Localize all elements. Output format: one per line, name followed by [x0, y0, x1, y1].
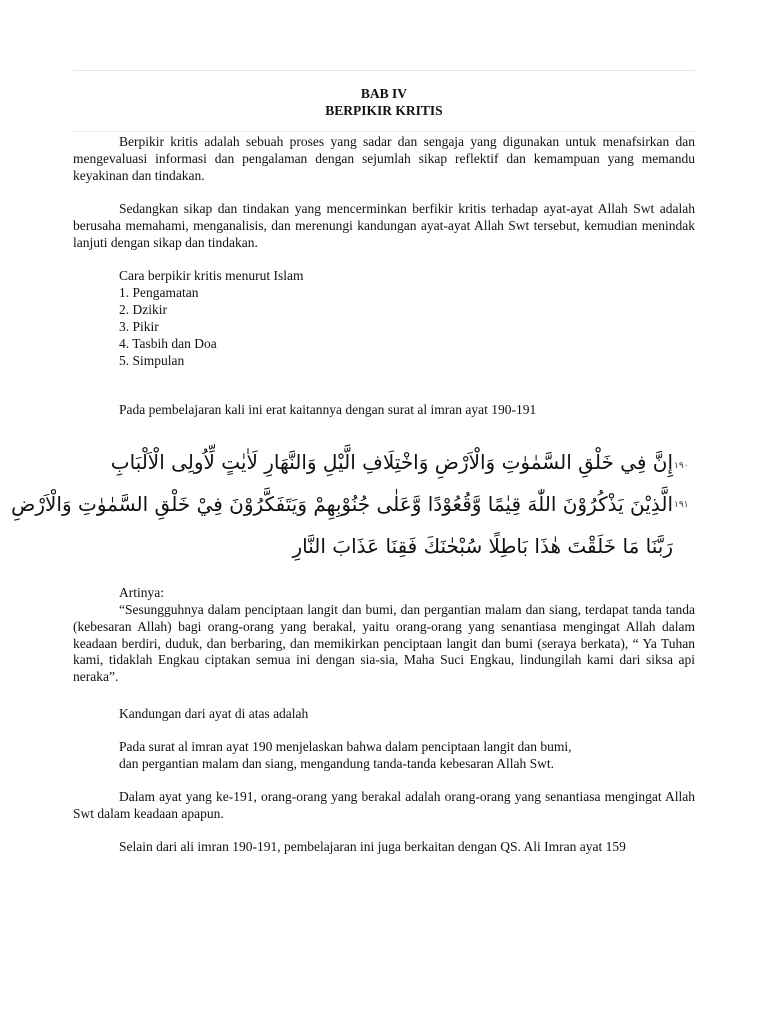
intro-text: Berpikir kritis adalah sebuah proses yang sadar dan sengaja yang digunakan untuk menafsirkan dan mengevaluasi informasi dan pengalaman dengan sejumlah sikap reflektif dan kemampuan yang memandu keyakinan dan tindakan. [73, 134, 695, 183]
list-item: 3. Pikir [119, 319, 159, 334]
verse-number-190: ١٩٠ [674, 461, 689, 471]
title-divider [73, 131, 695, 132]
content-heading: Kandungan dari ayat di atas adalah [119, 706, 309, 721]
attitude-paragraph [73, 201, 695, 251]
arabic-verse-line-1: إِنَّ فِي خَلْقِ السَّمٰوٰتِ وَالْاَرْضِ وَاخْتِلَافِ الَّيْلِ وَالنَّهَارِ لَاٰيٰتٍ لِّاُولِى الْاَلْبَابِ [110, 450, 673, 474]
list-item: 2. Dzikir [119, 302, 167, 317]
list-item: 5. Simpulan [119, 353, 185, 368]
translation-label: Artinya: [119, 585, 164, 600]
ayat-191-paragraph [73, 789, 695, 823]
intro-paragraph [73, 134, 695, 184]
page-title: BERPIKIR KRITIS [325, 103, 443, 118]
translation-paragraph [73, 602, 695, 686]
attitude-text: Sedangkan sikap dan tindakan yang mencerminkan berfikir kritis terhadap ayat-ayat Allah Swt adalah berusaha memahami, menganalisis, dan merenungi kandungan ayat-ayat Allah Swt tersebut, kemudian menindak lanjuti dengan sikap dan tindakan. [73, 201, 695, 250]
list-title: Cara berpikir kritis menurut Islam [119, 268, 304, 283]
closing-line: Selain dari ali imran 190-191, pembelajaran ini juga berkaitan dengan QS. Ali Imran ayat 159 [119, 839, 626, 854]
arabic-verse-line-3: رَبَّنَا مَا خَلَقْتَ هٰذَا بَاطِلًا سُبْحٰنَكَ فَقِنَا عَذَابَ النَّارِ [292, 534, 673, 558]
verse-intro: Pada pembelajaran kali ini erat kaitannya dengan surat al imran ayat 190-191 [119, 402, 537, 417]
translation-text: “Sesungguhnya dalam penciptaan langit dan bumi, dan pergantian malam dan siang, terdapat tanda tanda (kebesaran Allah) bagi orang-orang yang berakal, yaitu orang-orang yang senantiasa mengingat Allah dalam keadaan berdiri, duduk, dan berbaring, dan memikirkan penciptaan langit dan bumi (seraya berkata), “ Ya Tuhan kami, tidaklah Engkau ciptakan semua ini dengan sia-sia, Maha Suci Engkau, lindungilah kami dari siksa api neraka”. [73, 602, 695, 685]
chapter-heading: BAB IV [360, 86, 408, 101]
top-divider [73, 70, 695, 71]
verse-number-191: ١٩١ [674, 500, 689, 510]
ayat-190-line-2-wrap [73, 756, 695, 773]
ayat-190-line-1: Pada surat al imran ayat 190 menjelaskan bahwa dalam penciptaan langit dan bumi, [119, 739, 572, 754]
list-item: 4. Tasbih dan Doa [119, 336, 217, 351]
ayat-191-text: Dalam ayat yang ke-191, orang-orang yang berakal adalah orang-orang yang senantiasa mengingat Allah Swt dalam keadaan apapun. [73, 789, 695, 821]
ayat-190-line-2: dan pergantian malam dan siang, mengandung tanda-tanda kebesaran Allah Swt. [119, 756, 554, 771]
list-item: 1. Pengamatan [119, 285, 199, 300]
arabic-verse-line-2: الَّذِيْنَ يَذْكُرُوْنَ اللّٰهَ قِيٰمًا وَّقُعُوْدًا وَّعَلٰى جُنُوْبِهِمْ وَيَتَفَكَّرُوْنَ فِيْ خَلْقِ السَّمٰوٰتِ وَالْاَرْضِ [11, 492, 673, 516]
